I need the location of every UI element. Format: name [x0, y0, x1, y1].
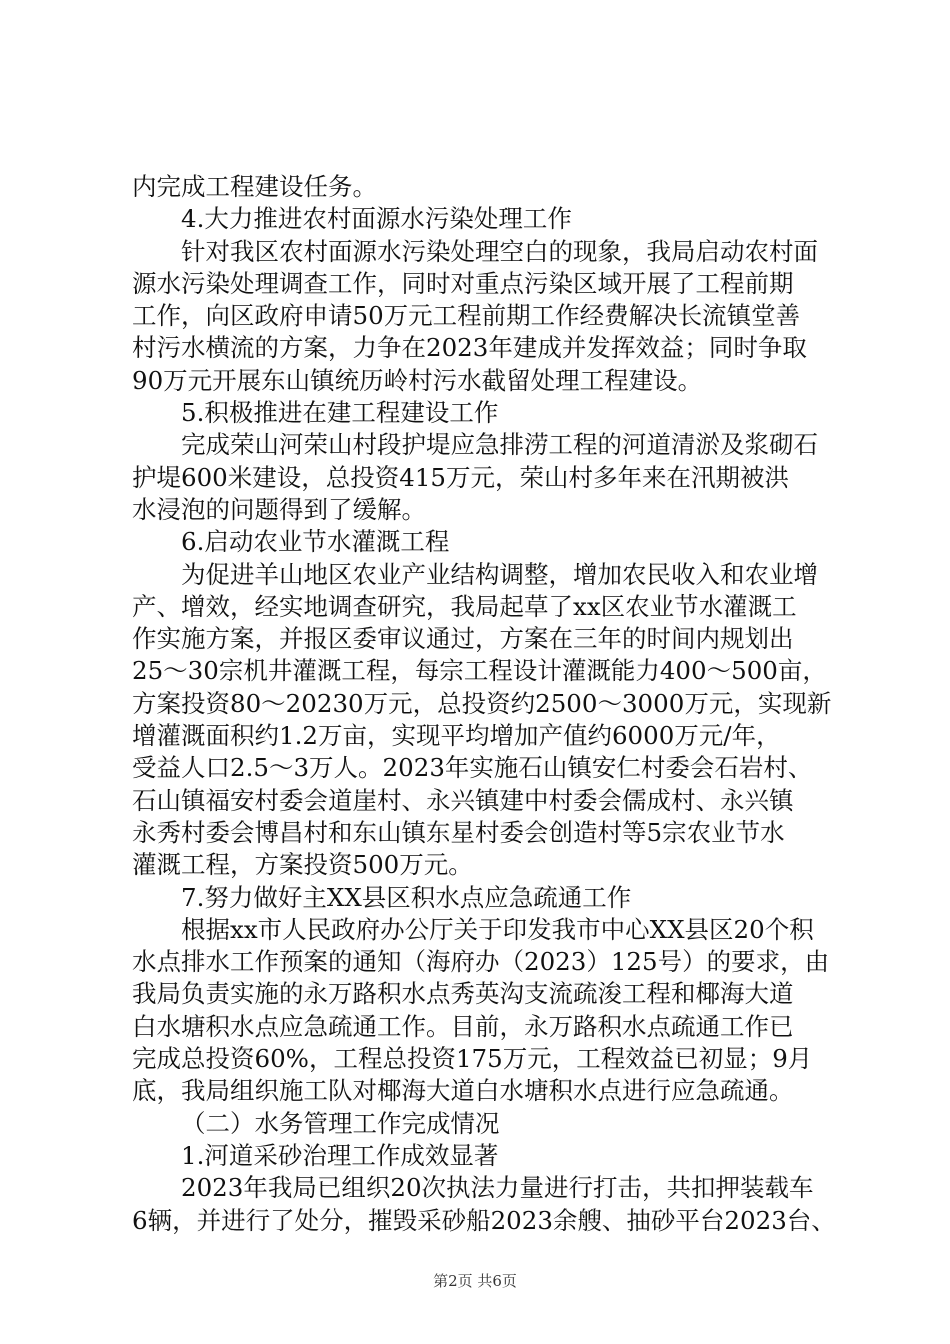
text-line: 增灌溉面积约1.2万亩，实现平均增加产值约6000万元/年，: [132, 721, 781, 751]
text-line: 底，我局组织施工队对椰海大道白水塘积水点进行应急疏通。: [132, 1076, 794, 1106]
text-line: 为促进羊山地区农业产业结构调整，增加农民收入和农业增: [181, 559, 818, 589]
text-line: 源水污染处理调查工作，同时对重点污染区域开展了工程前期: [132, 268, 794, 298]
text-line: 完成荣山河荣山村段护堤应急排涝工程的河道清淤及浆砌石: [181, 430, 818, 460]
text-line: 我局负责实施的永万路积水点秀英沟支流疏浚工程和椰海大道: [132, 979, 794, 1009]
text-line: 水浸泡的问题得到了缓解。: [132, 494, 426, 524]
text-line: 水点排水工作预案的通知（海府办（2023）125号）的要求，由: [132, 947, 830, 977]
text-line: 6.启动农业节水灌溉工程: [181, 527, 450, 557]
text-line: 6辆，并进行了处分，摧毁采砂船2023余艘、抽砂平台2023台、: [132, 1205, 836, 1235]
text-line: 2023年我局已组织20次执法力量进行打击，共扣押装载车: [181, 1173, 814, 1203]
text-line: 1.河道采砂治理工作成效显著: [181, 1140, 499, 1170]
page-footer: [0, 1270, 950, 1291]
text-line: 7.努力做好主XX县区积水点应急疏通工作: [181, 882, 632, 912]
text-line: 25～30宗机井灌溉工程，每宗工程设计灌溉能力400～500亩，: [132, 656, 827, 686]
text-line: 内完成工程建设任务。: [132, 172, 377, 201]
text-line: （二）水务管理工作完成情况: [181, 1108, 500, 1138]
text-line: 作实施方案，并报区委审议通过，方案在三年的时间内规划出: [132, 624, 794, 654]
text-line: 完成总投资60%，工程总投资175万元，工程效益已初显；9月: [132, 1044, 813, 1074]
text-line: 石山镇福安村委会道崖村、永兴镇建中村委会儒成村、永兴镇: [132, 785, 794, 815]
text-line: 产、增效，经实地调查研究，我局起草了xx区农业节水灌溉工: [132, 591, 797, 621]
text-line: 90万元开展东山镇统历岭村污水截留处理工程建设。: [132, 365, 703, 395]
text-line: 受益人口2.5～3万人。2023年实施石山镇安仁村委会石岩村、: [132, 753, 813, 783]
text-line: 4.大力推进农村面源水污染处理工作: [181, 204, 572, 234]
text-line: 工作，向区政府申请50万元工程前期工作经费解决长流镇堂善: [132, 301, 801, 331]
text-line: 护堤600米建设，总投资415万元，荣山村多年来在汛期被洪: [132, 462, 790, 492]
text-line: 5.积极推进在建工程建设工作: [181, 398, 499, 428]
text-line: 方案投资80～20230万元，总投资约2500～3000万元，实现新: [132, 688, 832, 718]
text-line: 白水塘积水点应急疏通工作。目前，永万路积水点疏通工作已: [132, 1011, 794, 1041]
page-number-label: 第2页 共6页: [433, 1272, 517, 1290]
text-line: 村污水横流的方案，力争在2023年建成并发挥效益；同时争取: [132, 333, 807, 363]
text-line: 永秀村委会博昌村和东山镇东星村委会创造村等5宗农业节水: [132, 817, 785, 847]
document-body: [132, 171, 842, 1237]
text-line: 灌溉工程，方案投资500万元。: [132, 850, 473, 880]
text-line: 根据xx市人民政府办公厅关于印发我市中心XX县区20个积: [181, 914, 814, 944]
text-line: 针对我区农村面源水污染处理空白的现象，我局启动农村面: [181, 236, 818, 266]
